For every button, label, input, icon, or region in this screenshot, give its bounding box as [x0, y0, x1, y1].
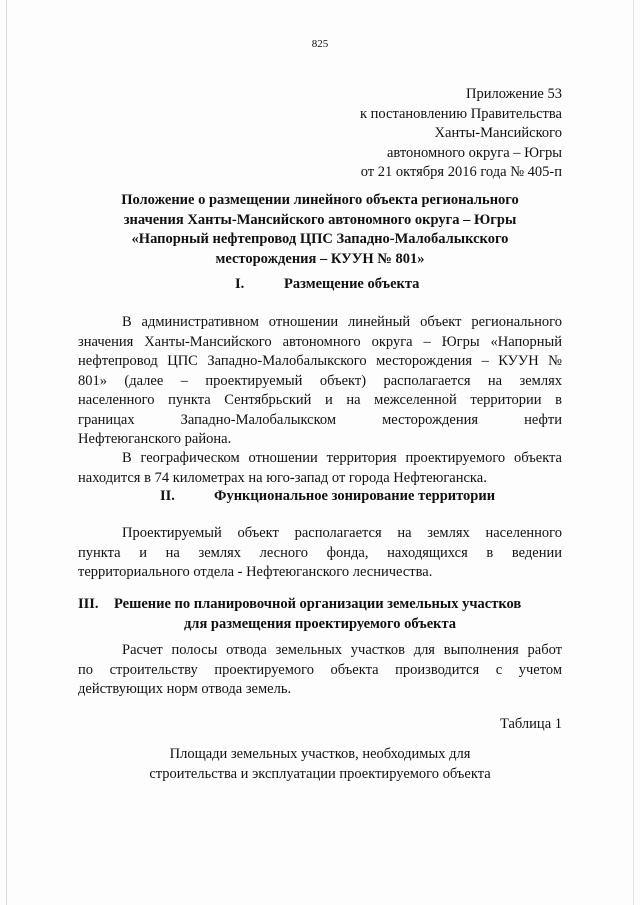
appendix-line: Приложение 53: [466, 86, 562, 102]
text-line: по строительству проектируемого объекта производится с учетом: [78, 661, 562, 678]
text-line: значения Ханты-Мансийского автономного округа – Югры «Напорный: [78, 333, 562, 350]
text-line: населенного пункта Сентябрьский и на межселенной территории в: [78, 392, 562, 408]
text-line: Расчет полосы отвода земельных участков для выполнения работ: [122, 642, 562, 658]
appendix-line: от 21 октября 2016 года № 405-п: [360, 164, 562, 180]
section-1-paragraph-1: [78, 313, 562, 450]
caption-line: строительства и эксплуатации проектируемого объекта: [149, 765, 491, 782]
section-3-title-line-2: для размещения проектируемого объекта: [183, 615, 457, 632]
page-number: 825: [311, 38, 329, 50]
text-line: нефтепровод ЦПС Западно-Малобалыкского месторождения – КУУН №: [78, 353, 562, 369]
text-line: Нефтеюганского района.: [78, 431, 232, 447]
text-line: Проектируемый объект располагается на землях населенного: [122, 525, 562, 541]
title-line: месторождения – КУУН № 801»: [215, 250, 425, 267]
text-line: В географическом отношении территория проектируемого объекта: [122, 450, 562, 466]
table-label: Таблица 1: [499, 716, 562, 732]
appendix-block: [360, 85, 562, 183]
section-3-title-line-1: Решение по планировочной организации земельных участков: [114, 596, 522, 612]
text-line: пункта и на землях лесного фонда, находящихся в ведении: [78, 544, 562, 561]
caption-line: Площади земельных участков, необходимых для: [169, 746, 471, 762]
section-3-number: III.: [78, 596, 99, 612]
scan-edge-left: [6, 0, 7, 905]
section-3-heading: [78, 595, 562, 635]
title-line: Положение о размещении линейного объекта регионального: [121, 192, 519, 208]
document-title: [78, 191, 562, 269]
appendix-line: Ханты-Мансийского: [434, 125, 562, 141]
title-line: «Напорный нефтепровод ЦПС Западно-Малобалыкского: [131, 231, 509, 247]
title-line: значения Ханты-Мансийского автономного округа – Югры: [123, 211, 517, 228]
section-1-paragraph-2: [78, 449, 562, 488]
section-1-number: I.: [235, 276, 245, 292]
appendix-line: к постановлению Правительства: [360, 105, 562, 122]
section-2-paragraph-1: [78, 524, 562, 583]
section-3-paragraph-1: [78, 641, 562, 700]
section-2-number: II.: [160, 488, 175, 504]
text-line: находится в 74 километрах на юго-запад от города Нефтеюганска.: [78, 469, 487, 486]
text-line: границах Западно-Малобалыкском месторождения нефти: [78, 411, 562, 428]
text-line: территориального отдела - Нефтеюганского лесничества.: [78, 564, 433, 580]
scan-edge-right: [633, 0, 634, 905]
section-2-title: Функциональное зонирование территории: [214, 488, 496, 504]
appendix-line: автономного округа – Югры: [386, 144, 562, 161]
text-line: 801» (далее – проектируемый объект) располагается на землях: [78, 372, 562, 389]
text-line: действующих норм отвода земель.: [78, 681, 292, 697]
section-1-title: Размещение объекта: [284, 276, 420, 292]
table-caption: [78, 745, 562, 784]
text-line: В административном отношении линейный объект регионального: [122, 314, 562, 330]
